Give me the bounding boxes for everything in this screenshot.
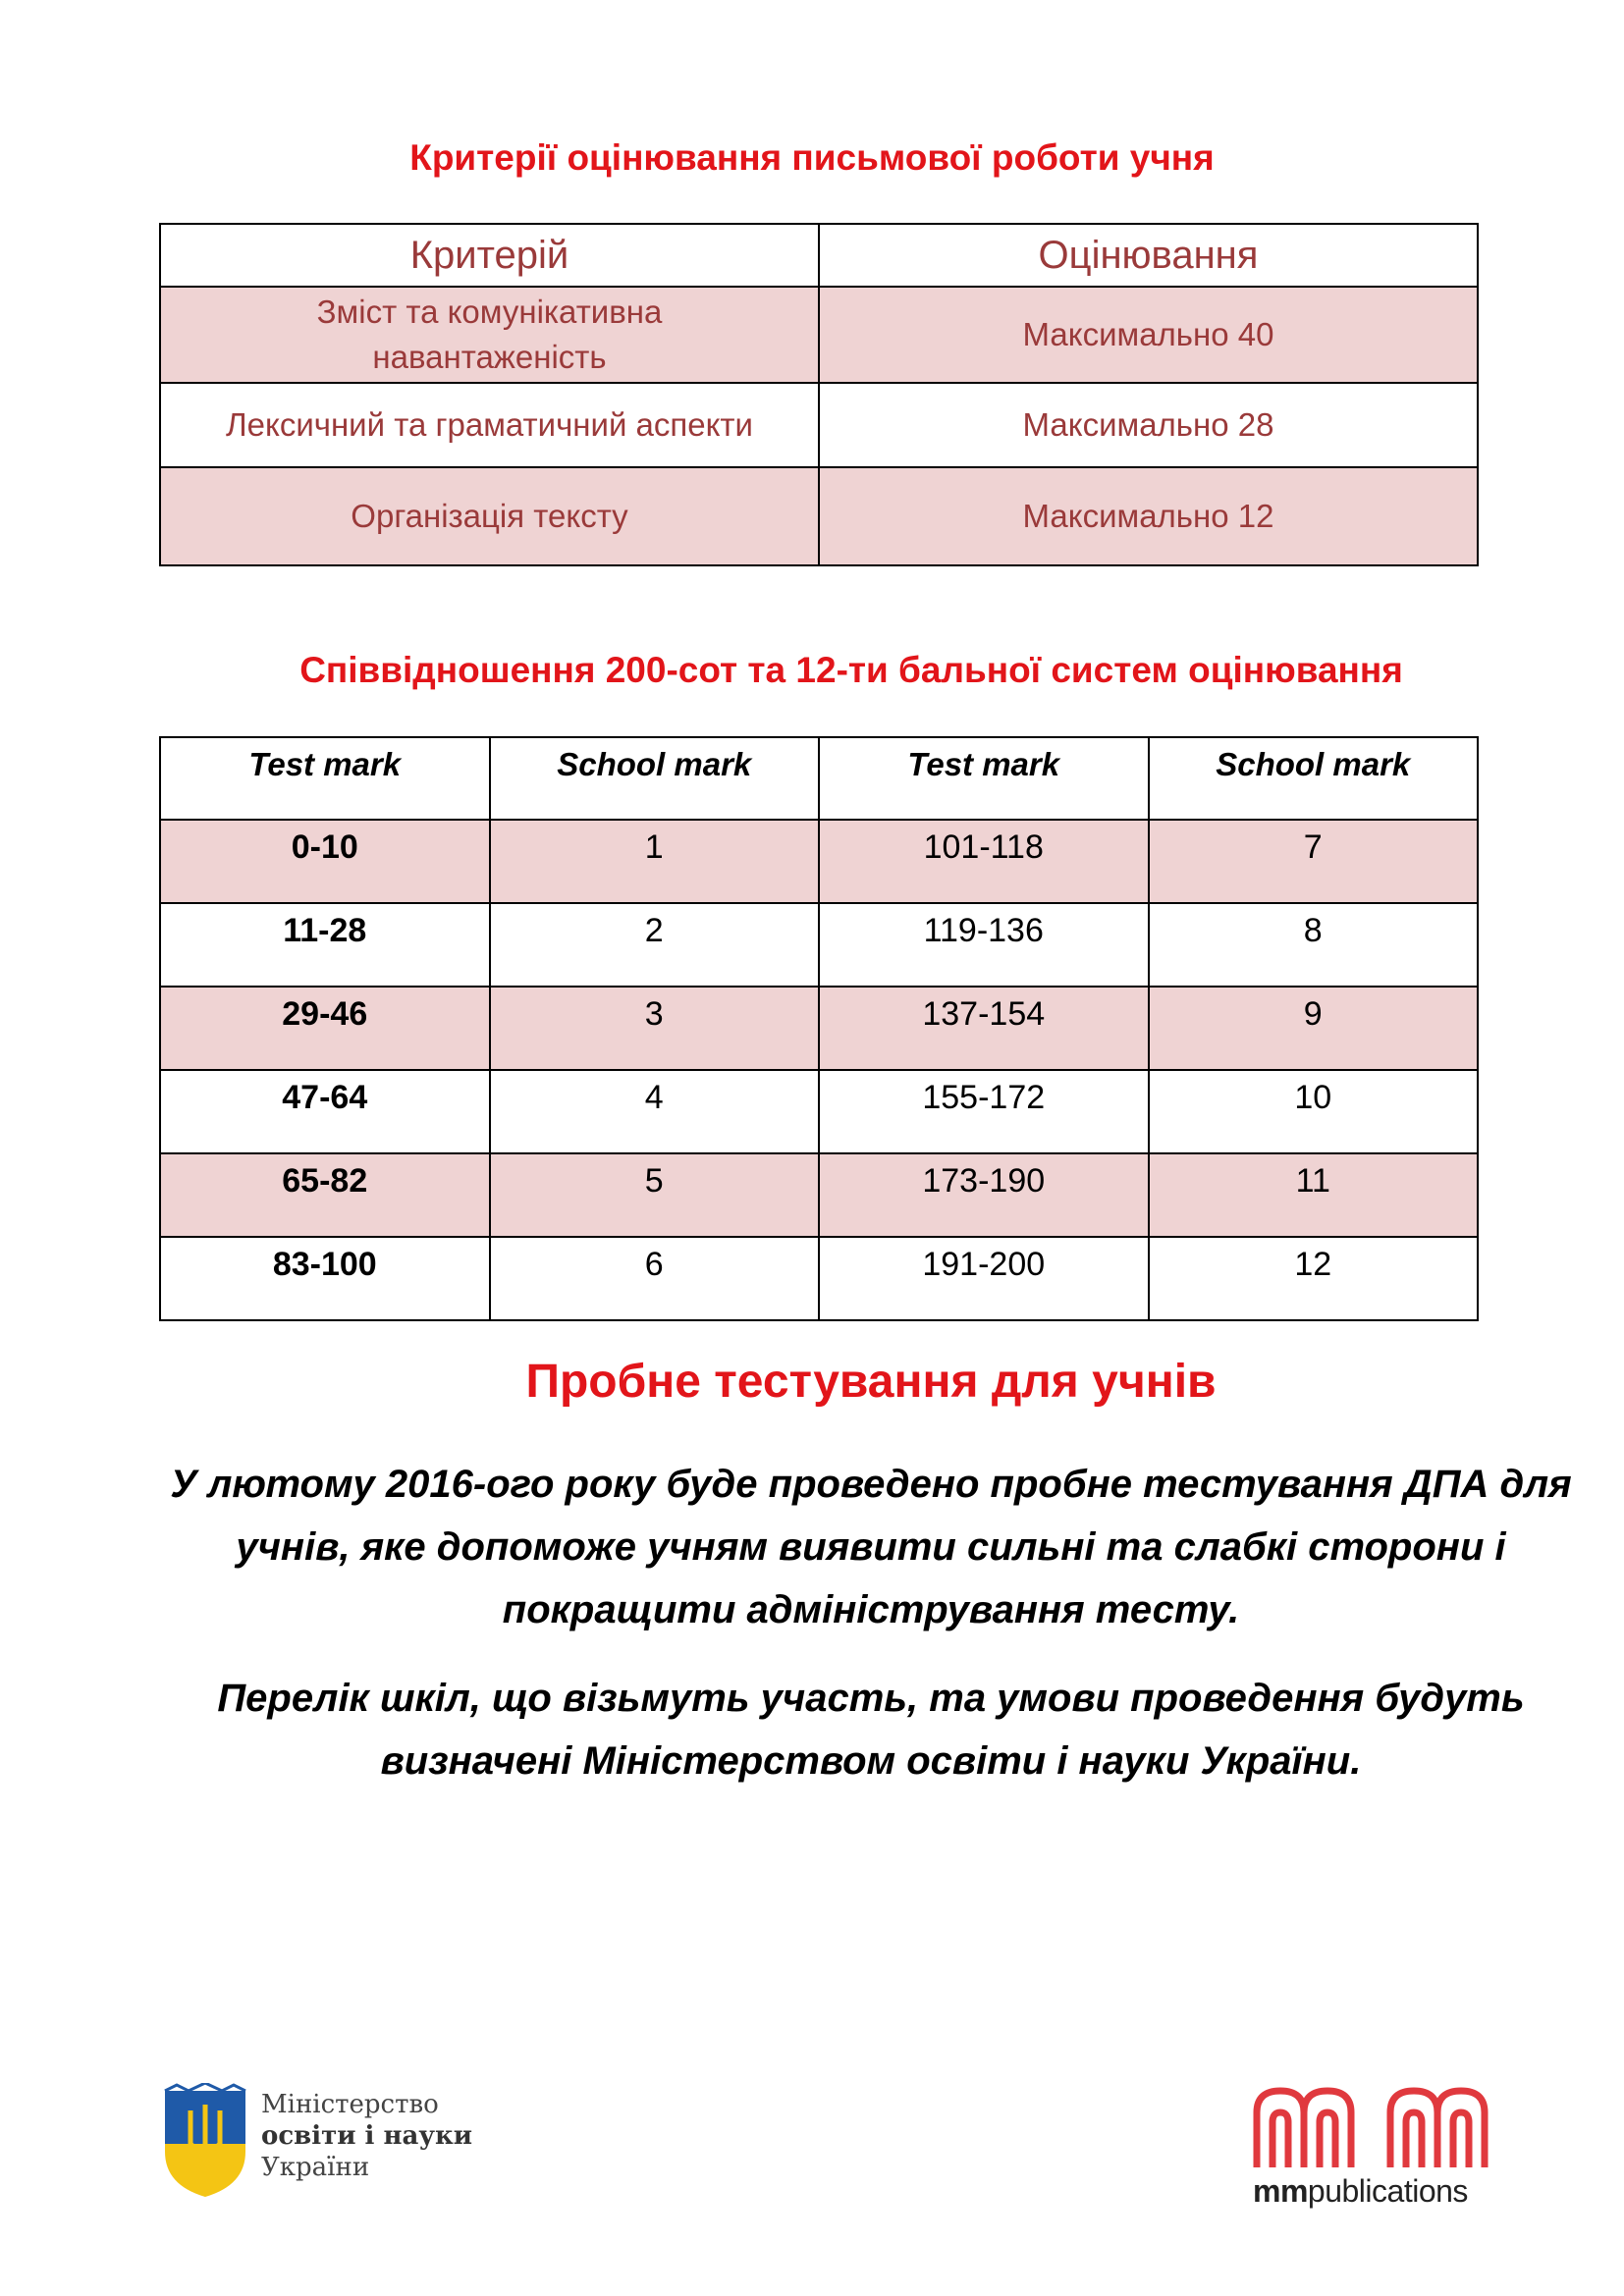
criteria-title: Критерії оцінювання письмової роботи учня	[409, 137, 1215, 178]
test-mark-cell: 11-28	[160, 903, 490, 987]
header-school-mark: School mark	[490, 737, 820, 820]
table-row	[160, 1237, 1478, 1320]
table-row	[160, 1153, 1478, 1237]
criteria-cell-criterion: Лексичний та граматичний аспекти	[160, 383, 819, 467]
mm-publications-logo	[1253, 2083, 1489, 2220]
school-mark-cell: 10	[1149, 1070, 1479, 1153]
mm-wordmark-bold: mm	[1253, 2173, 1308, 2209]
criteria-header-row	[160, 224, 1478, 287]
school-mark-cell: 7	[1149, 820, 1479, 903]
school-mark-cell: 2	[490, 903, 820, 987]
trial-testing-title: Пробне тестування для учнів	[525, 1356, 1217, 1408]
test-mark-cell: 173-190	[819, 1153, 1149, 1237]
school-mark-cell: 11	[1149, 1153, 1479, 1237]
criteria-cell-score: Максимально 28	[819, 383, 1478, 467]
test-mark-cell: 101-118	[819, 820, 1149, 903]
criteria-table	[159, 223, 1479, 566]
ministry-logo	[159, 2083, 493, 2201]
ukraine-trident-emblem-icon	[159, 2083, 251, 2199]
ministry-name-line1: Міністерство	[261, 2090, 439, 2119]
criteria-header-criterion: Критерій	[160, 224, 819, 287]
table-row	[160, 1070, 1478, 1153]
school-mark-cell: 3	[490, 987, 820, 1070]
test-mark-cell: 137-154	[819, 987, 1149, 1070]
header-test-mark: Test mark	[819, 737, 1149, 820]
school-mark-cell: 8	[1149, 903, 1479, 987]
conversion-title: Співвідношення 200-сот та 12-ти бальної систем оцінювання	[299, 650, 1403, 690]
table-row	[160, 987, 1478, 1070]
criteria-row	[160, 287, 1478, 383]
school-mark-cell: 12	[1149, 1237, 1479, 1320]
criteria-cell-criterion: Організація тексту	[160, 467, 819, 565]
test-mark-cell: 155-172	[819, 1070, 1149, 1153]
school-mark-cell: 9	[1149, 987, 1479, 1070]
conversion-header-row	[160, 737, 1478, 820]
criteria-cell-criterion	[160, 287, 819, 383]
school-mark-cell: 4	[490, 1070, 820, 1153]
test-mark-cell: 47-64	[160, 1070, 490, 1153]
criteria-cell-score: Максимально 12	[819, 467, 1478, 565]
test-mark-cell: 119-136	[819, 903, 1149, 987]
conversion-table	[159, 736, 1479, 1321]
mm-book-arches-icon	[1253, 2083, 1489, 2171]
criteria-cell-score: Максимально 40	[819, 287, 1478, 383]
table-row	[160, 903, 1478, 987]
mm-wordmark-rest: publications	[1307, 2173, 1468, 2209]
header-school-mark: School mark	[1149, 737, 1479, 820]
school-mark-cell: 6	[490, 1237, 820, 1320]
paragraph-2-text: Перелік шкіл, що візьмуть участь, та умови проведення будуть визначені Міністерством освіти і науки України.	[217, 1677, 1525, 1783]
school-mark-cell: 5	[490, 1153, 820, 1237]
header-test-mark: Test mark	[160, 737, 490, 820]
test-mark-cell: 83-100	[160, 1237, 490, 1320]
test-mark-cell: 65-82	[160, 1153, 490, 1237]
ministry-name-line3: України	[261, 2153, 370, 2182]
criteria-cell-criterion-text: Зміст та комунікативна навантаженість	[316, 293, 663, 375]
mm-publications-wordmark	[1253, 2173, 1468, 2210]
criteria-row	[160, 383, 1478, 467]
trial-paragraph-2	[137, 1667, 1604, 1792]
test-mark-cell: 29-46	[160, 987, 490, 1070]
test-mark-cell: 0-10	[160, 820, 490, 903]
trial-paragraph-1	[137, 1453, 1604, 1641]
table-row	[160, 820, 1478, 903]
criteria-header-score: Оцінювання	[819, 224, 1478, 287]
criteria-row	[160, 467, 1478, 565]
test-mark-cell: 191-200	[819, 1237, 1149, 1320]
paragraph-1-text: У лютому 2016-ого року буде проведено пробне тестування ДПА для учнів, яке допоможе учням виявити сильні та слабкі сторони і покращити адміністрування тесту.	[170, 1463, 1572, 1631]
school-mark-cell: 1	[490, 820, 820, 903]
ministry-name-line2: освіти і науки	[261, 2121, 473, 2151]
